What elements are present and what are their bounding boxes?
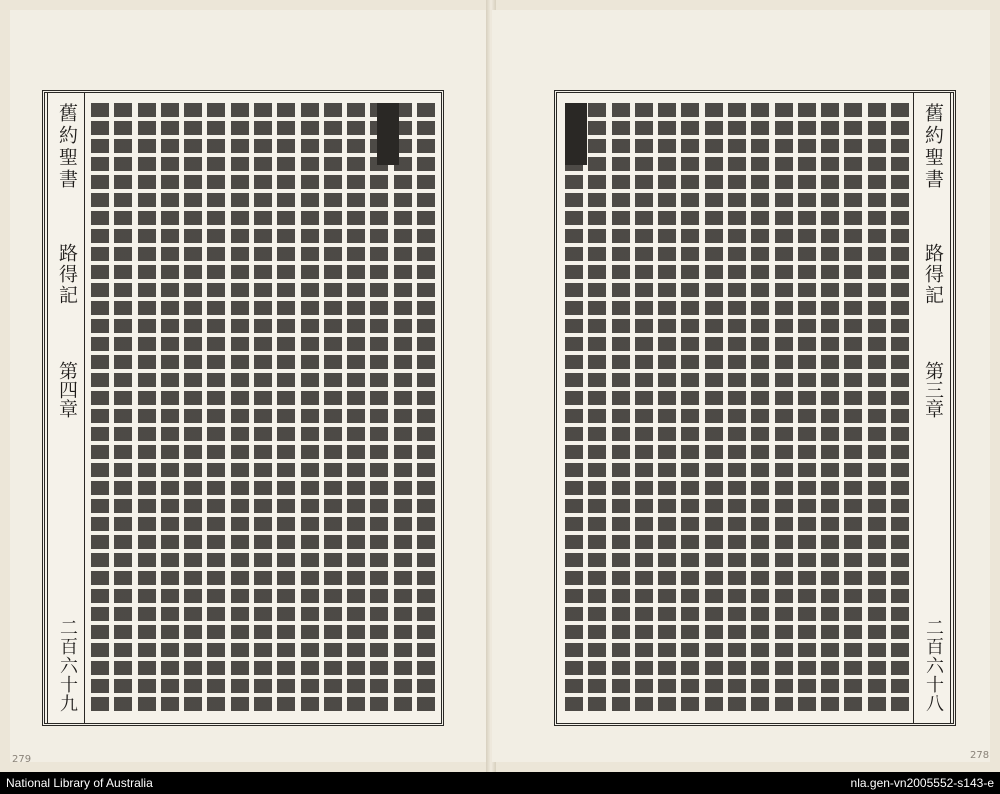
- left-header-column: [47, 93, 85, 723]
- text-column: [146, 99, 148, 717]
- text-column: [285, 99, 287, 717]
- left-page: [10, 10, 488, 765]
- footer-bar: [0, 772, 1000, 794]
- text-column: [122, 99, 124, 717]
- left-chapter-label: 第四章: [56, 361, 78, 418]
- right-page-number: 二百六十八: [923, 618, 944, 713]
- left-book-title: 舊約聖書: [56, 103, 78, 191]
- text-column: [713, 99, 715, 717]
- left-book-name: 路得記: [56, 243, 78, 306]
- footer-library: National Library of Australia: [6, 776, 153, 790]
- right-page: [492, 10, 990, 762]
- text-column: [596, 99, 598, 717]
- footer-identifier: nla.gen-vn2005552-s143-e: [850, 776, 994, 790]
- text-column: [689, 99, 691, 717]
- text-column: [262, 99, 264, 717]
- chapter-four-marker: [377, 103, 399, 165]
- right-page-frame: [554, 90, 956, 726]
- left-page-number: 二百六十九: [57, 618, 78, 713]
- text-column: [666, 99, 668, 717]
- text-column: [192, 99, 194, 717]
- text-column: [899, 99, 901, 717]
- text-column: [309, 99, 311, 717]
- left-body-text: [89, 99, 435, 717]
- text-column: [355, 99, 357, 717]
- right-pencil-mark: 278: [970, 750, 990, 761]
- text-column: [215, 99, 217, 717]
- text-column: [169, 99, 171, 717]
- right-body-text: [563, 99, 909, 717]
- text-column: [829, 99, 831, 717]
- chapter-three-marker: [565, 103, 587, 165]
- text-column: [806, 99, 808, 717]
- right-chapter-label: 第三章: [922, 361, 944, 418]
- text-column: [402, 99, 404, 717]
- right-header-column: [913, 93, 951, 723]
- right-book-title: 舊約聖書: [922, 103, 944, 191]
- left-page-frame: [42, 90, 444, 726]
- text-column: [783, 99, 785, 717]
- text-column: [759, 99, 761, 717]
- text-column: [425, 99, 427, 717]
- text-column: [643, 99, 645, 717]
- text-column: [573, 99, 575, 717]
- text-column: [852, 99, 854, 717]
- text-column: [99, 99, 101, 717]
- text-column: [620, 99, 622, 717]
- text-column: [332, 99, 334, 717]
- right-book-name: 路得記: [922, 243, 944, 306]
- text-column: [876, 99, 878, 717]
- text-column: [736, 99, 738, 717]
- left-pencil-mark: 279: [12, 754, 32, 765]
- text-column: [239, 99, 241, 717]
- text-column: [378, 99, 380, 717]
